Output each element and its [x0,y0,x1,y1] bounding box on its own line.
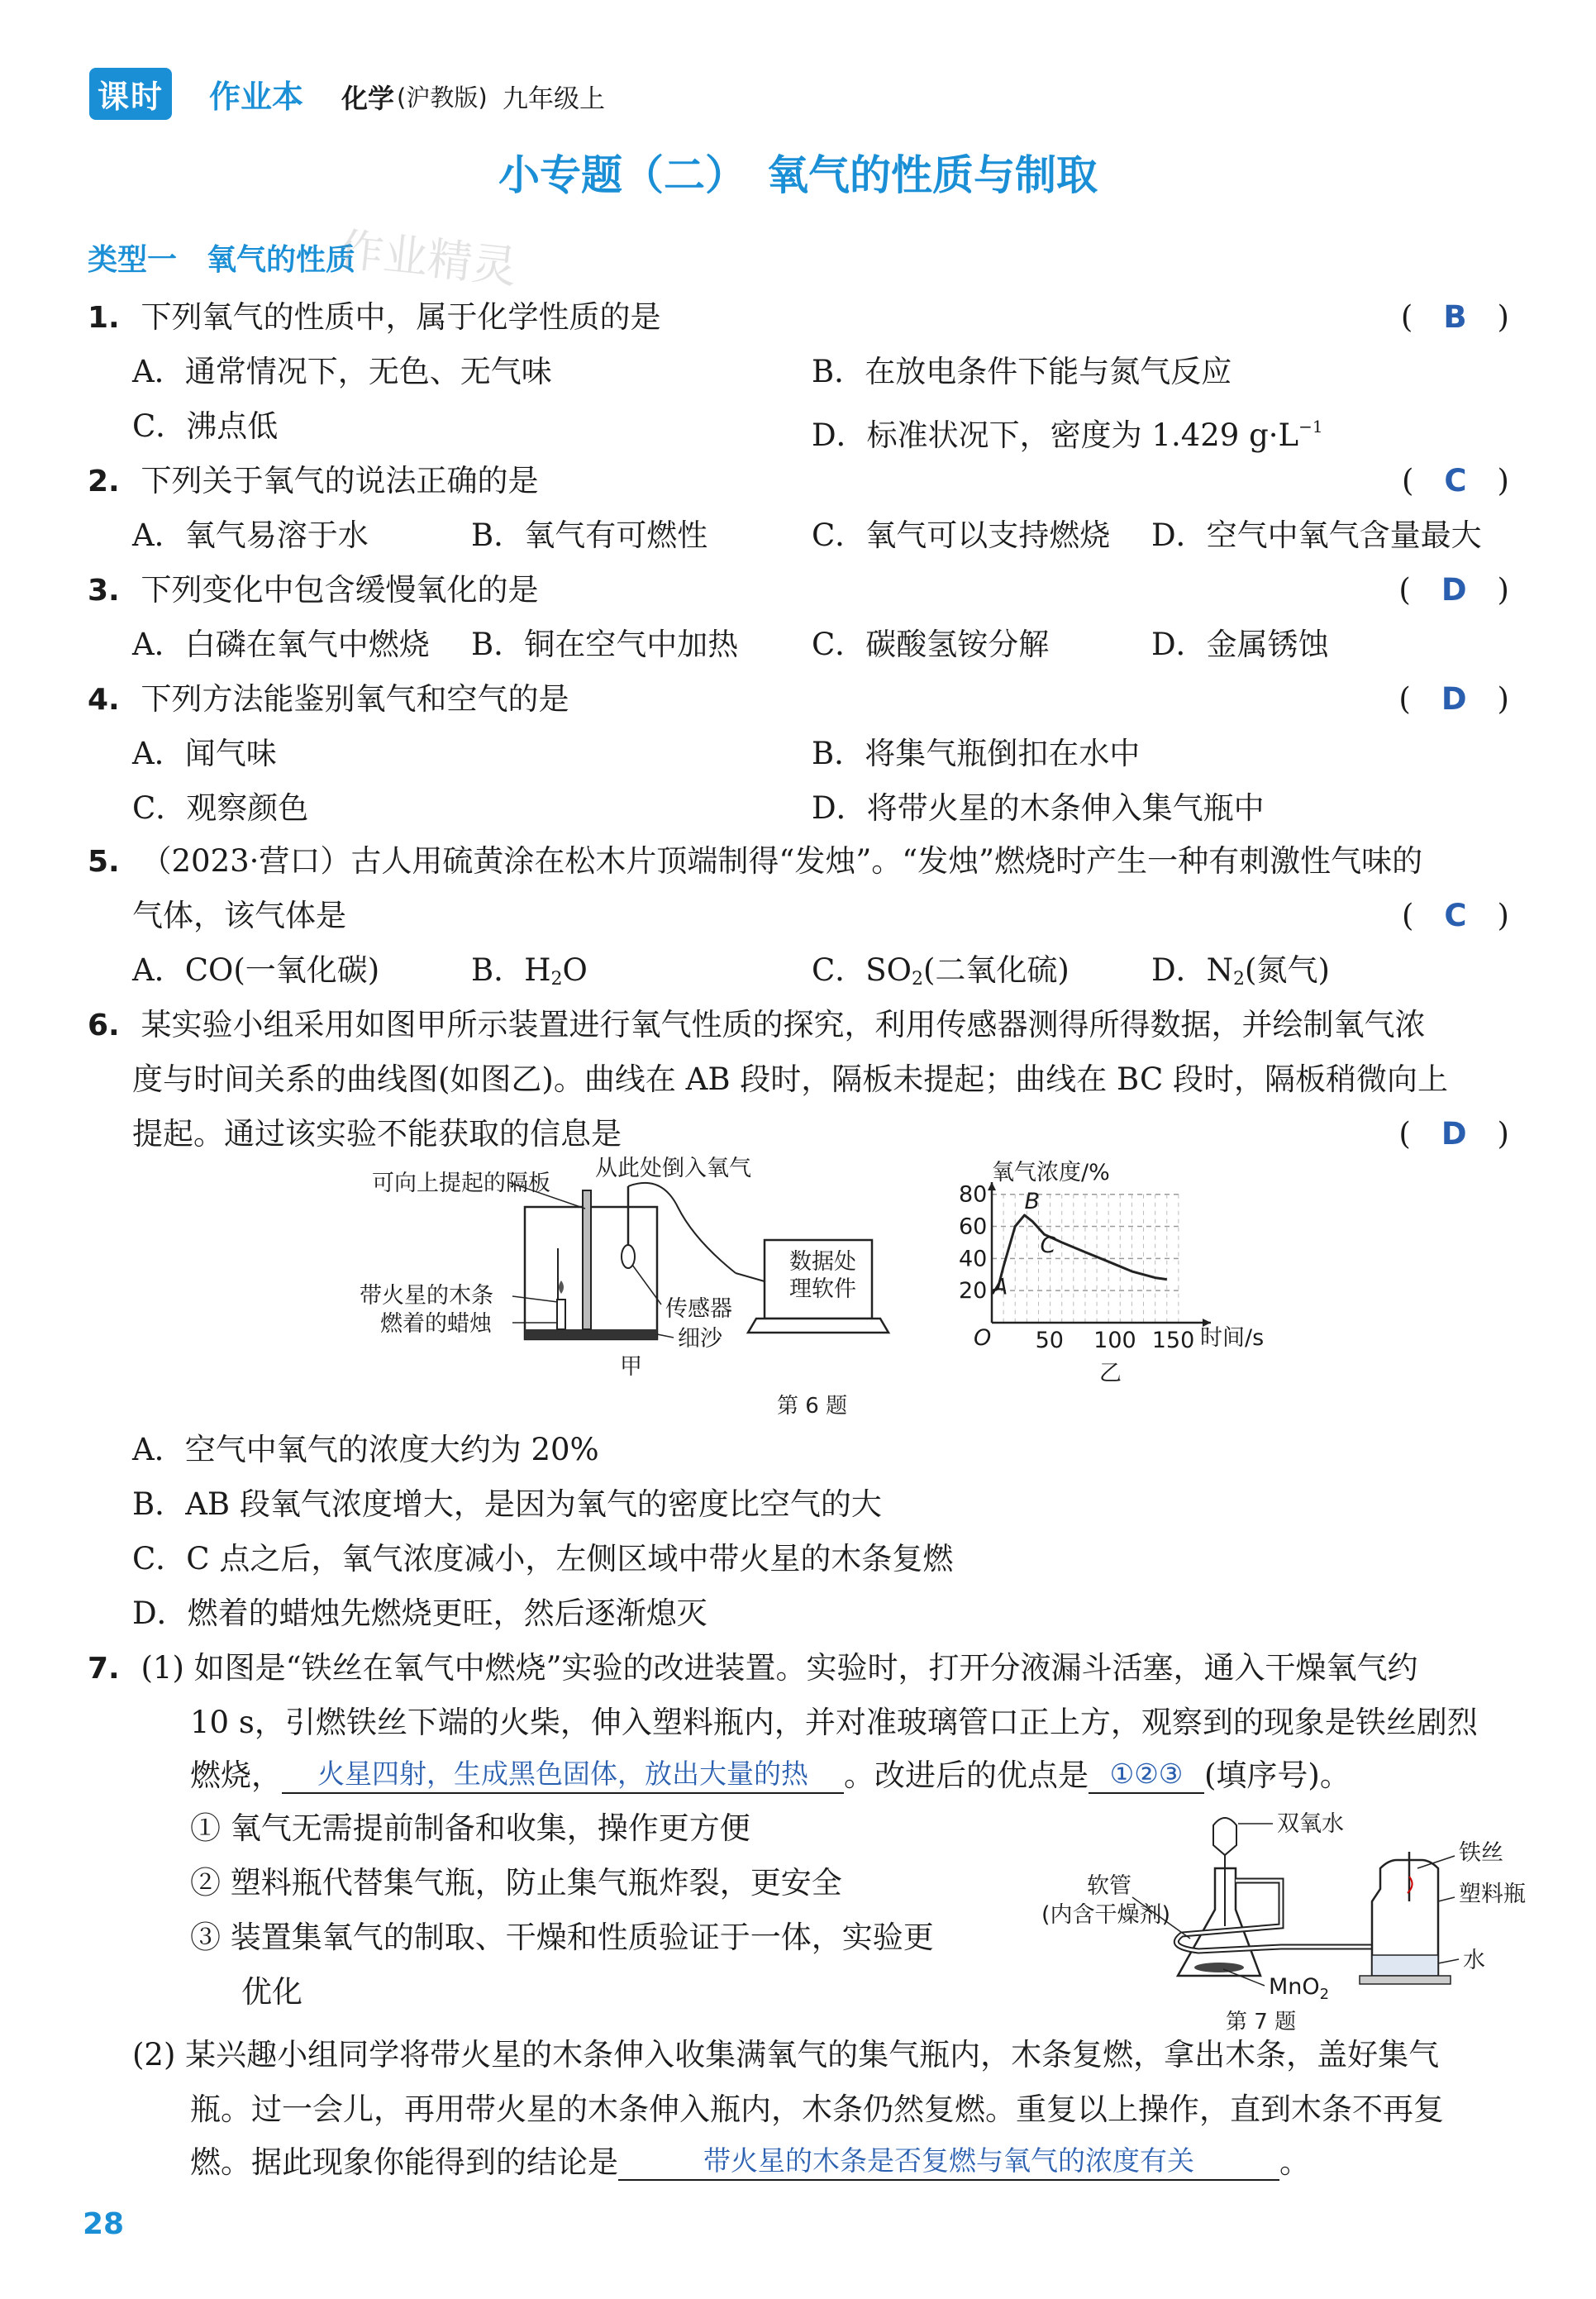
option-c: C．观察颜色 [132,790,309,826]
option-b: B．AB 段氧气浓度增大，是因为氧气的密度比空气的大 [132,1486,882,1522]
partition [583,1190,591,1329]
section-title: 类型一 氧气的性质 [88,243,356,277]
answer-blank-3: 带火星的木条是否复燃与氧气的浓度有关 [618,2143,1279,2181]
chart-ylabel: 氧气浓度/% [992,1160,1110,1185]
option-b: B．在放电条件下能与氮气反应 [812,354,1232,389]
chart-panel-label: 乙 [1099,1361,1122,1386]
answer: C [1444,898,1467,933]
label-inlet: 从此处倒入氧气 [595,1156,751,1181]
q7-part1-line1: (1) 如图是“铁丝在氧气中燃烧”实验的改进装置。实验时，打开分液漏斗活塞，通入干燥氧气约 [141,1650,1418,1686]
watermark: 作业精灵 [336,222,520,294]
q7-part1-line2: 10 s，引燃铁丝下端的火柴，伸入塑料瓶内，并对准玻璃管口正上方，观察到的现象是铁丝剧烈 [190,1705,1478,1740]
option-d: D．$N_2$(氮气) [1151,952,1330,990]
header [89,66,833,119]
question-5-line2: 气体，该气体是 ( C ) [132,898,1509,933]
answer: B [1443,299,1467,335]
question-stem: 下列方法能鉴别氧气和空气的是 [141,681,569,717]
y-tick-label: 80 [959,1181,988,1208]
question-stem: 下列氧气的性质中，属于化学性质的是 [141,299,661,335]
label-tube-2: (内含干燥剂) [1041,1902,1171,1928]
question-stem: 下列变化中包含缓慢氧化的是 [141,572,539,608]
label-bottle: 塑料瓶 [1459,1882,1526,1907]
answer: D [1441,1116,1467,1152]
question-stem-line1: 某实验小组采用如图甲所示装置进行氧气性质的探究，利用传感器测得所得数据，并绘制氧气浓 [141,1007,1426,1042]
figure-6-chart [926,1161,1289,1389]
answer-blank-2: ①②③ [1089,1756,1204,1794]
option-d: D．将带火星的木条伸入集气瓶中 [812,790,1265,826]
question-1: 1. 下列氧气的性质中，属于化学性质的是 ( B ) [88,299,1509,335]
question-2: 2. 下列关于氧气的说法正确的是 ( C ) [88,463,1509,498]
label-mno2: MnO$_2$ [1269,1974,1330,2003]
point-label-b: B [1024,1188,1041,1214]
option-c: C．$SO_2$(二氧化硫) [812,952,1070,990]
question-6 [88,1007,1509,1044]
answer: C [1444,463,1467,498]
chart-xlabel: 时间/s [1200,1325,1265,1351]
question-7 [88,1650,1418,1687]
x-tick-label: 150 [1151,1328,1195,1353]
question-number: 2. [88,465,120,498]
label-water: 水 [1463,1948,1485,1973]
question-4: 4. 下列方法能鉴别氧气和空气的是 ( D ) [88,681,1509,717]
q7-option-3: ③ 装置集氧气的制取、干燥和性质验证于一体，实验更 [190,1920,934,1955]
brand-badge: 课时 [89,68,172,120]
q7-option-2: ② 塑料瓶代替集气瓶，防止集气瓶炸裂，更安全 [190,1865,842,1901]
answer: D [1441,681,1467,717]
subject: 化学 [341,83,395,114]
option-a: A．闻气味 [132,736,277,771]
option-c: C．C 点之后，氧气浓度减小，左侧区域中带火星的木条复燃 [132,1541,954,1576]
y-tick-label: 20 [959,1278,988,1305]
question-number: 1. [88,301,120,335]
point-label-a: A [992,1274,1008,1300]
label-jia: 甲 [620,1354,642,1380]
option-b: B．氧气有可燃性 [471,518,708,553]
option-a: A．CO(一氧化碳) [132,952,380,988]
funnel [1213,1818,1236,1855]
question-5 [88,843,1509,880]
page-number: 28 [83,2207,125,2241]
label-h2o2: 双氧水 [1277,1811,1344,1837]
question-6-line2: 度与时间关系的曲线图(如图乙)。曲线在 AB 段时，隔板未提起；曲线在 BC 段时，隔板稍微向上 [132,1061,1449,1097]
option-a: A．空气中氧气的浓度大约为 20% [132,1432,599,1467]
question-stem: 下列关于氧气的说法正确的是 [141,463,539,498]
option-a: A．白磷在氧气中燃烧 [132,627,430,662]
option-c: C．氧气可以支持燃烧 [812,518,1111,553]
label-software-1: 数据处 [789,1249,856,1275]
option-d: D．燃着的蜡烛先燃烧更旺，然后逐渐熄灭 [132,1595,707,1631]
option-b: B．将集气瓶倒扣在水中 [812,736,1141,771]
question-number: 6. [88,1009,120,1042]
sand-layer [525,1329,657,1339]
option-a: A．氧气易溶于水 [132,518,369,553]
y-tick-label: 60 [959,1214,988,1240]
flask [1178,1868,1260,1976]
question-6-line3: 提起。通过该实验不能获取的信息是 ( D ) [132,1116,1509,1152]
edition: (沪教版) [397,83,488,112]
q7-option-1: ① 氧气无需提前制备和收集，操作更方便 [190,1810,750,1846]
question-number: 5. [88,845,120,879]
option-d: D．空气中氧气含量最大 [1151,518,1482,553]
candle-icon [557,1300,565,1329]
q7-option-3-cont: 优化 [241,1974,303,2010]
q7-part2-line3: 燃。据此现象你能得到的结论是 带火星的木条是否复燃与氧气的浓度有关 。 [190,2144,1310,2180]
label-partition: 可向上提起的隔板 [372,1171,550,1196]
answer: D [1441,572,1467,608]
option-a: A．通常情况下，无色、无气味 [132,354,552,389]
q7-part2-line2: 瓶。过一会儿，再用带火星的木条伸入瓶内，木条仍然复燃。重复以上操作，直到木条不再复 [190,2092,1444,2127]
option-d: D．标准状况下，密度为 1.429 $g\cdot L^{-1}$ [812,417,1323,453]
point-label-c: C [1040,1233,1056,1259]
option-c: C．碳酸氢铵分解 [812,627,1050,662]
option-b: B．$H_2O$ [471,952,588,990]
label-wire: 铁丝 [1459,1840,1503,1866]
grade: 九年级上 [503,84,605,114]
q7-part1-line3: 燃烧， 火星四射，生成黑色固体，放出大量的热 。改进后的优点是 ①②③ (填序号)。 [190,1758,1351,1793]
label-software-2: 理软件 [789,1276,856,1302]
label-tube-1: 软管 [1087,1873,1131,1899]
page-title: 小专题（二） 氧气的性质与制取 [498,151,1098,199]
label-candle: 燃着的蜡烛 [380,1311,492,1337]
option-b: B．铜在空气中加热 [471,627,739,662]
brand-text: 作业本 [209,79,304,115]
option-c: C．沸点低 [132,408,279,444]
option-d: D．金属锈蚀 [1151,627,1329,662]
y-tick-label: 40 [959,1246,988,1272]
question-3: 3. 下列变化中包含缓慢氧化的是 ( D ) [88,572,1509,608]
x-tick-label: 100 [1093,1328,1136,1353]
question-number: 7. [88,1652,120,1686]
label-sensor: 传感器 [665,1296,732,1322]
question-number: 4. [88,683,120,717]
chart-origin: O [974,1325,992,1351]
x-tick-label: 50 [1035,1328,1064,1353]
figure-6-caption: 第 6 题 [777,1394,848,1419]
figure-7-apparatus [1033,1802,1526,2003]
label-sand: 细沙 [678,1326,722,1352]
label-splint: 带火星的木条 [360,1283,493,1309]
question-number: 3. [88,574,120,608]
question-stem-line1: （2023·营口）古人用硫黄涂在松木片顶端制得“发烛”。“发烛”燃烧时产生一种有刺激性气味的 [141,843,1423,879]
figure-6-apparatus [347,1157,893,1381]
q7-part2-line1: (2) 某兴趣小组同学将带火星的木条伸入收集满氧气的集气瓶内，木条复燃，拿出木条，盖好集气 [132,2037,1440,2072]
figure-7-caption: 第 7 题 [1226,2010,1297,2034]
answer-blank-1: 火星四射，生成黑色固体，放出大量的热 [282,1756,844,1794]
